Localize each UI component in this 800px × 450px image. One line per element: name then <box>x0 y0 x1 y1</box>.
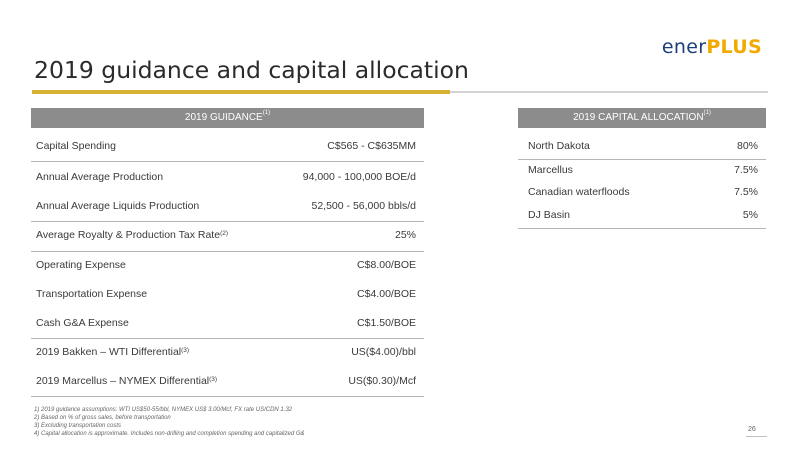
guidance-row-label: Capital Spending <box>36 140 116 152</box>
guidance-header-label: 2019 GUIDANCE <box>184 112 263 123</box>
allocation-row-canadian-waterfloods <box>518 183 758 201</box>
allocation-row-dj-basin <box>518 206 758 224</box>
allocation-header-label: 2019 CAPITAL ALLOCATION <box>573 112 704 123</box>
guidance-row-value: C$8.00/BOE <box>357 259 416 271</box>
guidance-row-value: C$565 - C$635MM <box>327 140 416 152</box>
guidance-divider <box>31 221 424 222</box>
guidance-row-value: 94,000 - 100,000 BOE/d <box>302 171 416 183</box>
guidance-row-footnote: (2) <box>220 230 229 237</box>
guidance-row-label: Cash G&A Expense <box>36 317 129 329</box>
allocation-divider <box>518 228 766 229</box>
guidance-row-liquids-production <box>31 196 416 216</box>
allocation-row-north-dakota <box>518 137 758 155</box>
guidance-divider <box>31 251 424 252</box>
footnote: 2) Based on % of gross sales, before transportation <box>34 415 171 421</box>
title-rule <box>450 91 768 93</box>
guidance-divider <box>31 161 424 162</box>
guidance-row-footnote: (3) <box>209 376 218 383</box>
guidance-row-cash-ga-expense <box>31 313 416 333</box>
guidance-row-value: 52,500 - 56,000 bbls/d <box>311 200 416 212</box>
guidance-row-value: C$1.50/BOE <box>357 317 416 329</box>
footnote: 3) Excluding transportation costs <box>34 423 122 429</box>
guidance-row-production <box>31 167 416 187</box>
guidance-row-marcellus-differential <box>31 371 416 391</box>
allocation-row-value: 7.5% <box>734 186 758 198</box>
guidance-row-value: US($4.00)/bbl <box>351 346 416 358</box>
guidance-row-label <box>31 229 228 241</box>
guidance-row-label-text: 2019 Marcellus – NYMEX Differential <box>36 375 210 387</box>
allocation-row-label: North Dakota <box>528 140 590 152</box>
guidance-row-label: Operating Expense <box>36 259 126 271</box>
guidance-row-transportation-expense <box>31 284 416 304</box>
allocation-row-marcellus <box>518 161 758 179</box>
guidance-row-label: Annual Average Liquids Production <box>36 200 200 212</box>
allocation-header-footnote: (1) <box>703 110 711 116</box>
page-number: 26 <box>748 426 756 433</box>
page-title: 2019 guidance and capital allocation <box>34 56 469 84</box>
guidance-row-capital-spending <box>31 136 416 156</box>
allocation-divider <box>518 159 766 160</box>
allocation-row-value: 80% <box>736 140 758 152</box>
guidance-divider <box>31 396 424 397</box>
allocation-row-label: Marcellus <box>528 164 573 176</box>
guidance-row-label <box>31 346 189 358</box>
allocation-row-value: 7.5% <box>734 164 758 176</box>
guidance-row-value: 25% <box>394 229 416 241</box>
enerplus-logo <box>662 36 762 58</box>
guidance-header-footnote: (1) <box>262 110 271 116</box>
footnote: 1) 2019 guidance assumptions: WTI US$50-55/bbl, NYMEX US$ 3.00/Mcf, FX rate US/CDN 1.32 <box>34 407 293 413</box>
allocation-row-label: DJ Basin <box>528 209 571 221</box>
guidance-row-footnote: (3) <box>181 347 190 354</box>
allocation-row-label: Canadian waterfloods <box>528 186 630 198</box>
guidance-row-label <box>31 375 217 387</box>
footnote: 4) Capital allocation is approximate. Includes non-drilling and completion spending and capitalized G& <box>34 431 305 437</box>
allocation-table-header <box>518 108 766 128</box>
page-number-rule <box>746 436 767 437</box>
guidance-row-label: Transportation Expense <box>36 288 148 300</box>
guidance-row-value: US($0.30)/Mcf <box>348 375 416 387</box>
guidance-row-value: C$4.00/BOE <box>357 288 416 300</box>
logo-text-ener: ener <box>661 36 707 58</box>
title-accent-rule <box>32 90 450 94</box>
guidance-row-royalty-rate <box>31 225 416 245</box>
guidance-row-bakken-differential <box>31 342 416 362</box>
guidance-row-label-text: 2019 Bakken – WTI Differential <box>36 346 182 358</box>
guidance-row-operating-expense <box>31 255 416 275</box>
allocation-row-value: 5% <box>742 209 758 221</box>
guidance-divider <box>31 338 424 339</box>
logo-text-plus: PLUS <box>706 36 762 58</box>
guidance-row-label-text: Average Royalty & Production Tax Rate <box>36 229 221 241</box>
guidance-row-label: Annual Average Production <box>36 171 164 183</box>
guidance-table-header <box>31 108 424 128</box>
